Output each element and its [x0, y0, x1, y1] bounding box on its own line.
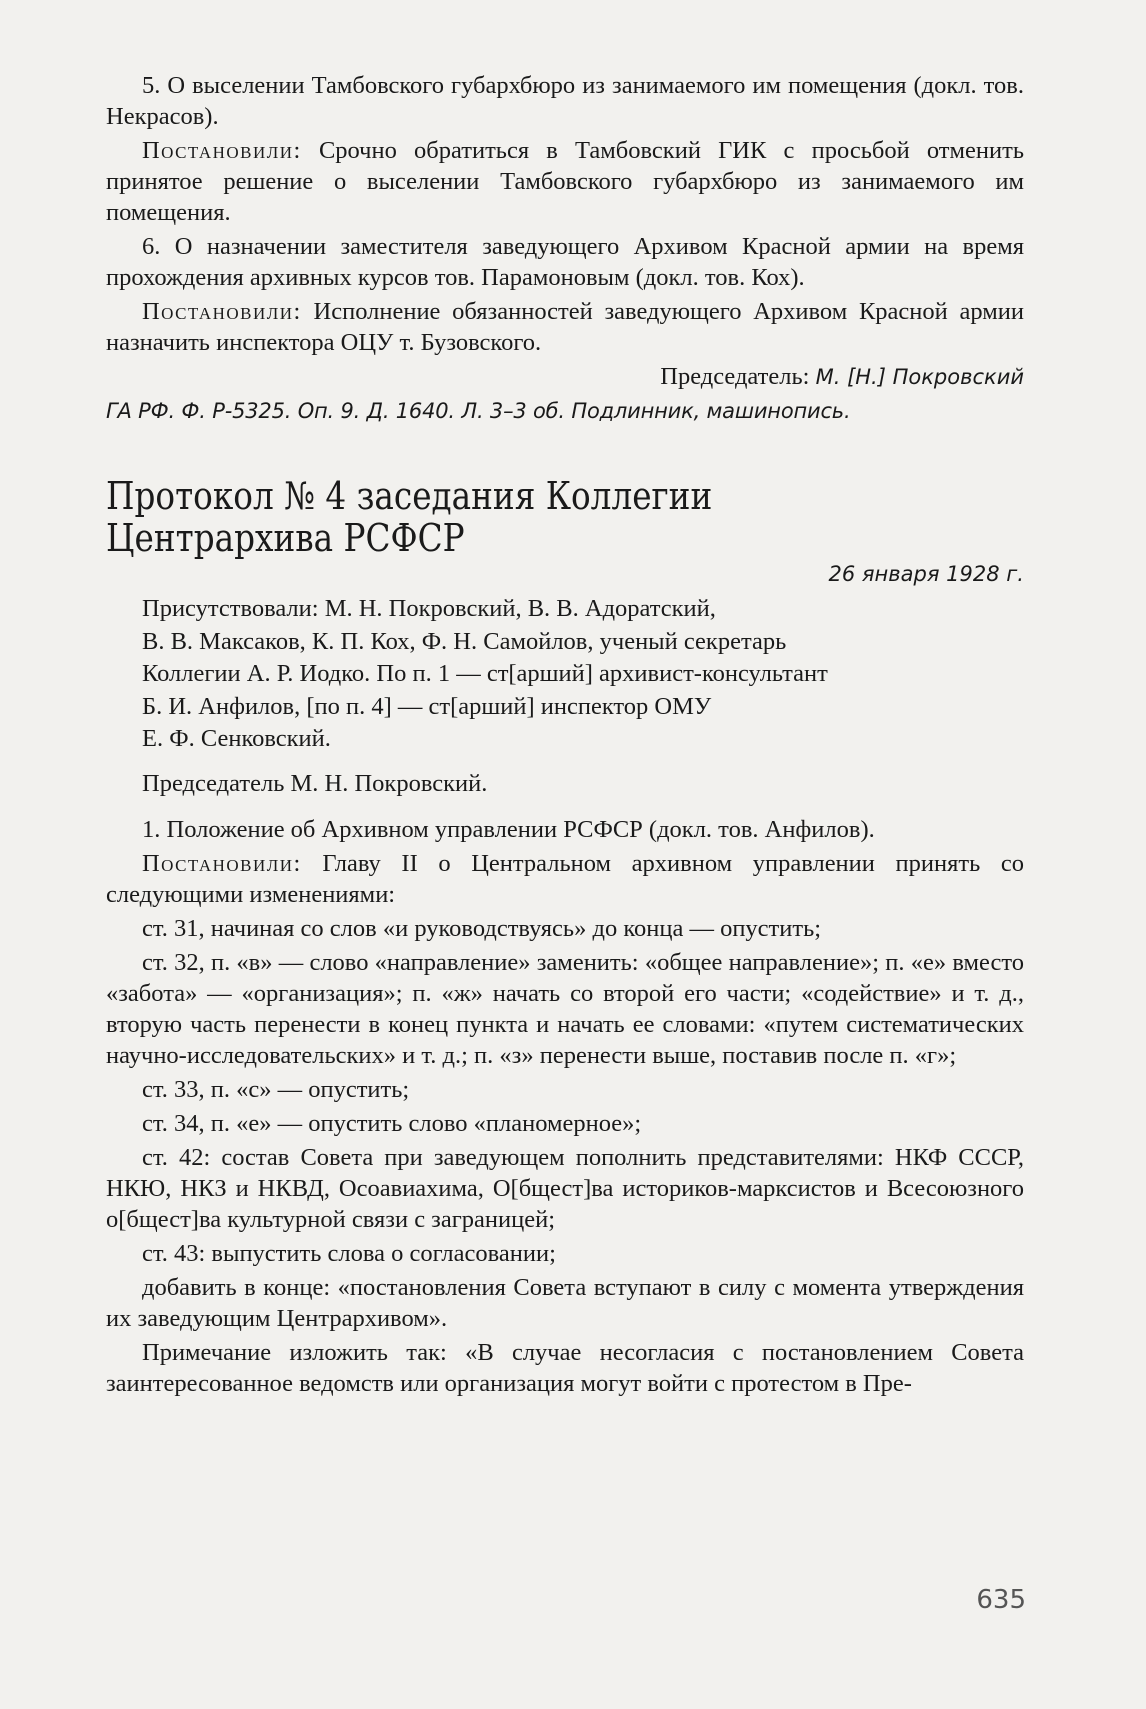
- change-item: добавить в конце: «постановления Совета вступают в силу с момента утверждения их заведующим Центрархивом».: [106, 1274, 1024, 1332]
- attendees-line: Присутствовали: М. Н. Покровский, В. В. Адоратский,: [142, 595, 716, 622]
- protocol-heading: [106, 475, 895, 559]
- attendees-line: Председатель М. Н. Покровский.: [142, 769, 488, 797]
- chairman-signature: [106, 361, 1024, 393]
- attendees-line: Е. Ф. Сенковский.: [142, 725, 331, 752]
- attendees-line: Б. И. Анфилов, [по п. 4] — ст[арший] инспектор ОМУ: [142, 692, 712, 720]
- change-item: ст. 34, п. «е» — опустить слово «планомерное»;: [142, 1110, 642, 1137]
- resolution-6: [106, 296, 1024, 358]
- agenda-item-6: 6. О назначении заместителя заведующего Архивом Красной армии на время прохождения архивных курсов тов. Парамоновым (докл. тов. Кох).: [106, 233, 1024, 291]
- attendees-line: Коллегии А. Р. Иодко. По п. 1 — ст[арший] архивист-консультант: [142, 660, 828, 687]
- resolution-label: Постановили:: [142, 137, 302, 164]
- resolution-5: [106, 135, 1024, 228]
- chairman-name: М. [Н.] Покровский: [815, 365, 1024, 389]
- attendees-block: [142, 593, 1024, 800]
- change-item: ст. 42: состав Совета при заведующем пополнить представителями: НКФ СССР, НКЮ, НКЗ и НКВД, Осоавиахима, О[бщест]ва историков-марксистов и Всесоюзного о[бщест]ва культурной связи с заграницей;: [106, 1144, 1024, 1233]
- change-item: ст. 43: выпустить слова о согласовании;: [142, 1240, 556, 1267]
- protocol-date: 26 января 1928 г.: [828, 562, 1024, 586]
- change-item: ст. 33, п. «с» — опустить;: [142, 1076, 410, 1103]
- page-text: [106, 70, 1024, 1402]
- resolution-text: Главу II о Центральном архивном управлении принять со следующими изменениями:: [106, 850, 1024, 908]
- chairman-prefix: Председатель:: [660, 363, 810, 390]
- page-number: 635: [976, 1585, 1026, 1615]
- resolution-1: [106, 848, 1024, 910]
- heading-line-2: Центрархива РСФСР: [106, 516, 465, 560]
- agenda-item-5: 5. О выселении Тамбовского губархбюро из занимаемого им помещения (докл. тов. Некрасов).: [106, 72, 1024, 130]
- archive-source: ГА РФ. Ф. Р-5325. Оп. 9. Д. 1640. Л. 3–3 об. Подлинник, машинопись.: [106, 399, 851, 423]
- resolution-label: Постановили:: [142, 298, 302, 325]
- change-item: ст. 31, начиная со слов «и руководствуясь» до конца — опустить;: [142, 915, 822, 942]
- note-paragraph: Примечание изложить так: «В случае несогласия с постановлением Совета заинтересованное ведомств или организация могут войти с протестом в Пре-: [106, 1339, 1024, 1397]
- resolution-text: Срочно обратиться в Тамбовский ГИК с просьбой отменить принятое решение о выселении Тамбовского губархбюро из занимаемого им помещения.: [106, 137, 1024, 226]
- heading-line-1: Протокол № 4 заседания Коллегии: [106, 474, 713, 518]
- attendees-line: В. В. Максаков, К. П. Кох, Ф. Н. Самойлов, ученый секретарь: [142, 627, 787, 655]
- resolution-text: Исполнение обязанностей заведующего Архивом Красной армии назначить инспектора ОЦУ т. Бузовского.: [106, 298, 1024, 356]
- agenda-item-1: 1. Положение об Архивном управлении РСФСР (докл. тов. Анфилов).: [142, 816, 875, 843]
- change-item: ст. 32, п. «в» — слово «направление» заменить: «общее направление»; п. «е» вместо «забота» — «организация»; п. «ж» начать со второй его части; «содействие» и т. д., вторую часть перенести в конец пункта и начать ее словами: «путем систематических научно-исследовательских» и т. д.; п. «з» перенести выше, поставив после п. «г»;: [106, 949, 1024, 1069]
- resolution-label: Постановили:: [142, 850, 302, 877]
